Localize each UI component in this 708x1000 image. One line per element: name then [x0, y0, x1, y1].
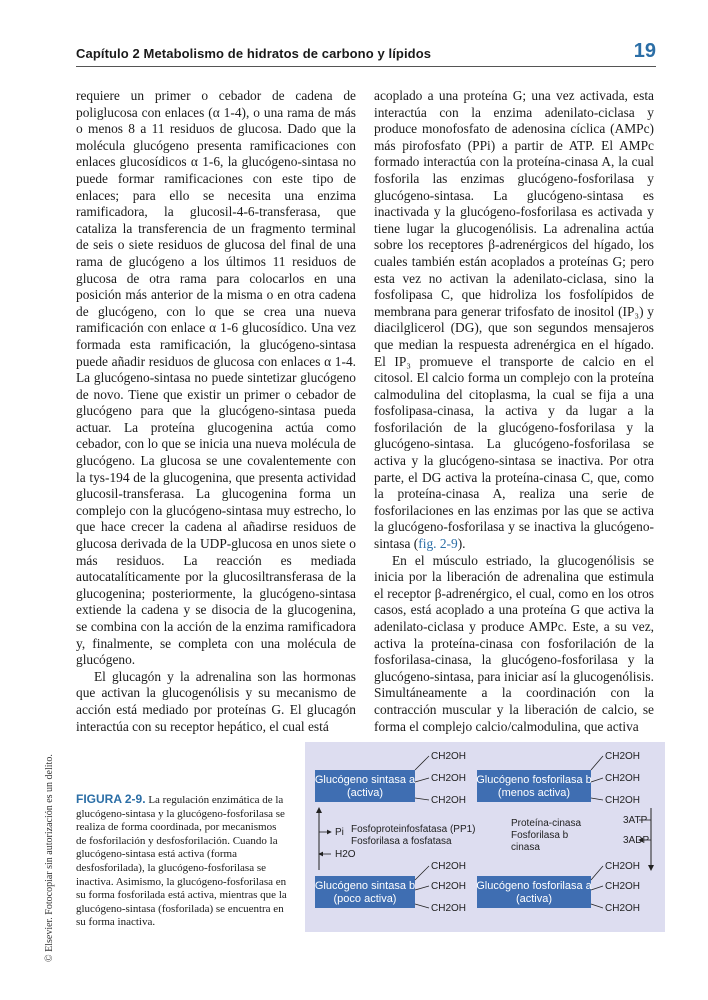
figure-reference-link[interactable]: fig. 2-9	[418, 536, 458, 552]
bond-line	[591, 756, 603, 770]
phosphatase-line2: Fosforilasa a fosfatasa	[351, 836, 452, 847]
right-paragraph-1-text: acoplado a una proteína G; una vez activada, esta interactúa con la enzima adenilato-ciclasa y produce monofosfato de adenosina cíclica (AMPc) más pirofosfato (PPi) a partir de ATP. El AMPc formado interactúa con la proteína-cinasa A, la cual fosforila las enzimas glucógeno-fosforilasa y glucógeno-sintasa. La glucógeno-sintasa es inactivada y la glucógeno-fosforilasa es activada y tiene lugar la glucogenólisis. La adrenalina actúa sobre los receptores β-adrenérgicos del hígado, los cuales también están acoplados a proteínas G; pero esta vez no activan la adenilato-ciclasa, sino la fosfolipasa C, que hidroliza los fosfolípidos de membrana para generar trifosfato de inositol (IP₃) y diacilglicerol (DG), que son segundos mensajeros que median la respuesta adrenérgica en el hígado. El IP₃ promueve el transporte de calcio en el citosol. El calcio forma un complejo con la proteína calmodulina del citoplasma, la cual se fija a una fosfolipasa-cinasa, la activa y da lugar a la fosforilación de la glucógeno-fosforilasa y la glucógeno-sintasa. La glucógeno-fosforilasa se activa y la glucógeno-sintasa se inactiva. Por otra parte, el DG activa la proteína-cinasa C, que, como la proteína-cinasa A, realiza una serie de fosforilaciones en las enzimas por las que se activa la glucógeno-fosforilasa y se inactiva la glucógeno-sintasa (	[374, 88, 654, 552]
bond-line	[415, 866, 429, 880]
left-column	[76, 88, 356, 735]
figure-caption	[76, 793, 288, 930]
box-tl-line1: Glucógeno sintasa a	[314, 774, 416, 786]
bond-line	[591, 886, 603, 890]
page-number: 19	[633, 40, 656, 62]
ch2oh-label: CH2OH	[431, 903, 467, 914]
bond-line	[591, 904, 603, 908]
ch2oh-label: CH2OH	[605, 881, 641, 892]
right-paragraph-1	[374, 88, 654, 553]
atp-label: 3ATP	[623, 815, 648, 826]
bond-line	[591, 866, 603, 880]
ch2oh-label: CH2OH	[431, 751, 467, 762]
bond-line	[591, 778, 603, 782]
figure-caption-text: La regulación enzimática de la glucógeno-sintasa y la glucógeno-fosforilasa se realiza de forma coordinada, por mecanismos de fosforilación y desfosforilación. Cuando la glucógeno-sintasa está activa (forma desfosforilada), la glucógeno-fosforilasa se inactiva. Asimismo, la glucógeno-fosforilasa en su forma fosforilada está activa, mientras que la glucógeno-sintasa (fosforilada) se encuentra en su forma inactiva.	[76, 794, 287, 929]
bond-line	[415, 886, 429, 890]
chapter-title: Capítulo 2 Metabolismo de hidratos de carbono y lípidos	[76, 46, 432, 61]
page-header	[76, 42, 656, 66]
bond-line	[415, 798, 429, 800]
header-rule	[76, 66, 656, 67]
bond-line	[415, 778, 429, 782]
ch2oh-label: CH2OH	[431, 773, 467, 784]
bond-line	[415, 756, 429, 770]
ch2oh-label: CH2OH	[431, 795, 467, 806]
ch2oh-label: CH2OH	[605, 861, 641, 872]
box-tr-line1: Glucógeno fosforilasa b	[476, 774, 592, 786]
box-br-line1: Glucógeno fosforilasa a	[476, 880, 592, 892]
box-tr-line2: (menos activa)	[497, 787, 571, 799]
phosphatase-line1: Fosfoproteinfosfatasa (PP1)	[351, 824, 476, 835]
box-br-line2: (activa)	[515, 893, 553, 905]
copyright-side-note	[44, 722, 58, 962]
ch2oh-label: CH2OH	[605, 773, 641, 784]
copyright-text: © Elsevier. Fotocopiar sin autorización es un delito.	[44, 754, 55, 962]
diagram-svg	[305, 742, 665, 932]
ch2oh-label: CH2OH	[605, 795, 641, 806]
right-paragraph-1-end: ).	[457, 536, 466, 552]
kinase-line1: Proteína-cinasa	[511, 818, 582, 829]
right-paragraph-2: En el músculo estriado, la glucogenólisis se inicia por la liberación de adrenalina que estimula el receptor β-adrenérgico, el cual, como en los otros casos, está acoplado a una proteína G que activa la adenilato-ciclasa y produce AMPc. Este, a su vez, activa la proteína-cinasa con fosforilación de la fosforilasa-cinasa, la glucógeno-fosforilasa y la glucógeno-sintasa, para iniciar así la glucogenólisis. Simultáneamente a la coordinación con la contracción muscular y la liberación de calcio, se forma el complejo calcio/calmodulina, que activa	[374, 552, 654, 734]
bond-line	[591, 798, 603, 800]
h2o-label: H2O	[335, 849, 356, 860]
left-paragraph-1: requiere un primer o cebador de cadena de poliglucosa con enlaces (α 1-4), o una rama de más o menos 8 a 11 residuos de glucosa. Dado que la molécula glucógeno presenta ramificaciones con enlaces glucosídicos α 1-6, la glucógeno-sintasa no puede formar ramificaciones con este tipo de enlaces; para ello se necesita una enzima ramificadora, la glucosil-4-6-transferasa, que cataliza la transferencia de un fragmento terminal de seis o siete residuos de glucosa del final de una rama de glucógeno a los últimos 11 residuos de glucosa de otra rama para colocarlos en una posición más anterior de la misma o en otra cadena de glucógeno, con lo que se crea una nueva ramificación con enlace α 1-6 glucosídico. Una vez formada esta ramificación, la glucógeno-sintasa puede añadir residuos de glucosa con enlaces α 1-4. La glucógeno-sintasa no puede sintetizar glucógeno de novo. Tiene que existir un primer o cebador de glucógeno para que la glucógeno-sintasa pueda actuar. La proteína glucogenina actúa como cebador, con lo que se inicia una nueva molécula de glucógeno. La glucosa se une covalentemente con la tys-194 de la glucogenina, que presenta actividad glucosil-transferasa. La glucogenina forma un complejo con la glucógeno-sintasa muy estrecho, lo que hace crecer la cadena al añadirse residuos de glucosa derivada de la UDP-glucosa en unos siete o más residuos. La reacción es mediada autocatalíticamente por la glucosiltransferasa de la glucogenina; posteriormente, la glucógeno-sintasa extiende la cadena y se disocia de la glucogenina, se combina con la acción de la enzima ramificadora y, finalmente, se completa con una molécula de glucógeno.	[76, 88, 356, 668]
box-tl-line2: (activa)	[346, 787, 384, 799]
enzyme-regulation-diagram	[305, 742, 665, 932]
bond-line	[415, 904, 429, 908]
ch2oh-label: CH2OH	[431, 881, 467, 892]
adp-label: 3ADP	[623, 835, 650, 846]
right-column	[374, 88, 654, 735]
box-bl-line2: (poco activa)	[333, 893, 397, 905]
ch2oh-label: CH2OH	[605, 751, 641, 762]
figure-label: FIGURA 2-9.	[76, 792, 146, 806]
kinase-line3: cinasa	[511, 842, 540, 853]
pi-label: Pi	[335, 827, 344, 838]
ch2oh-label: CH2OH	[605, 903, 641, 914]
left-paragraph-2: El glucagón y la adrenalina son las hormonas que activan la glucogenólisis y su mecanismo de acción está mediado por proteínas G. El glucagón interactúa con su receptor hepático, el cual está	[76, 668, 356, 734]
box-bl-line1: Glucógeno sintasa b	[314, 880, 416, 892]
kinase-line2: Fosforilasa b	[511, 830, 569, 841]
ch2oh-label: CH2OH	[431, 861, 467, 872]
